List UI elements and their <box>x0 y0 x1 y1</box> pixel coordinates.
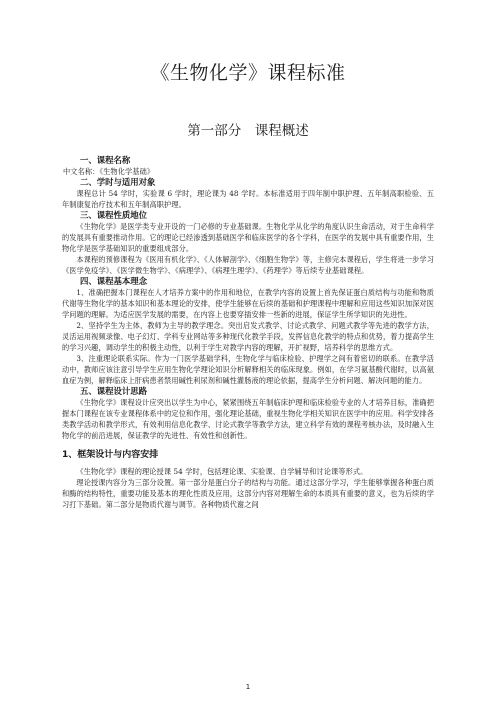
section-heading-design: 五、课程设计思路 <box>80 386 147 396</box>
paragraph: 本课程的预修课程为《医用有机化学》、《人体解剖学》、《细胞生物学》等，主修完本课程后，学生将进一步学习《医学免疫学》、《医学微生物学》、《病理学》、《病理生理学》、《药理学》等后续专业基础课程。 <box>62 255 434 275</box>
paragraph: 《生物化学》课程设计应突出以学生为中心，紧紧围绕五年制临床护理和临床检验专业的人才培养目标，准确把握本门课程在该专业课程体系中的定位和作用，强化理论基础，重视生物化学相关知识在医学中的应用。科学安排各类教学活动和教学形式，有效利用信息化教学、讨论式教学等教学方法，建立科学有效的课程考核办法，及时融入生物化学的前沿进展，保证教学的先进性、有效性和创新性。 <box>62 398 434 440</box>
paragraph: 3、注重理论联系实际。作为一门医学基础学科，生物化学与临床检验、护理学之间有着密切的联系。在教学活动中，教师应该注意引导学生应用生物化学理论知识分析解释相关的临床现象。例如，在学习氨基酸代谢时，以高氨血症为例，解释临床上肝病患者禁用碱性利尿剂和碱性灌肠液的理论依据，提高学生分析问题、解决问题的能力。 <box>62 354 434 385</box>
section-heading-hours: 二、学时与适用对象 <box>80 177 156 187</box>
paragraph: 2、坚持学生为主体，教师为主导的教学理念。突出启发式教学、讨论式教学、问题式教学等先进的教学方法，灵活运用视频录像、电子幻灯、学科专业网站等多种现代化教学手段，发挥信息化教学的特点和优势，着力提高学生的学习兴趣，调动学生的积极主动性，以利于学生对教学内容的理解，开扩视野，培养科学的思维方式。 <box>62 321 434 352</box>
paragraph: 1、准确把握本门课程在人才培养方案中的作用和地位，在教学内容的设置上首先保证蛋白质结构与功能和物质代谢等生物化学的基本知识和基本理论的安排，使学生能够在后续的基础和护理课程中理解和应用这些知识加深对医学问题的理解。为适应医学发展的需要，在内容上也要穿插安排一些新的进展，保证学生所学知识的先进性。 <box>62 288 434 319</box>
doc-body <box>62 155 434 510</box>
paragraph: 理论授课内容分为三部分设置。第一部分是蛋白分子的结构与功能。通过这部分学习，学生能够掌握各种蛋白质和酶的结构特性，重要功能及基本的理化性质及应用，这部分内容对理解生命的本质具有重要的意义，也为后续的学习打下基础。第二部分是物质代谢与调节。各种物质代谢之间 <box>62 478 434 509</box>
paragraph: 《生物化学》课程的理论授课 54 学时，包括理论课、实验课、自学辅导和讨论课等形式。 <box>76 467 368 476</box>
part-title: 第一部分 课程概述 <box>187 123 309 139</box>
paragraph: 《生物化学》是医学类专业开设的一门必修的专业基础课。生物化学从化学的角度认识生命活动，对于生命科学的发展具有重要推动作用。它的理论已经渗透到基础医学和临床医学的各个学科，在医学的发展中具有重要作用，生物化学是医学基础知识的重要组成部分。 <box>62 222 434 253</box>
section-heading-nature: 三、课程性质地位 <box>80 210 147 220</box>
paragraph: 课程总计 54 学时，实验课 6 学时，理论课为 48 学时。本标准适用于四年制中职护理、五年制高职检验、五年制康复治疗技术和五年制高职护理。 <box>62 189 434 209</box>
doc-title: 《生物化学》课程标准 <box>150 62 346 84</box>
page-number: 1 <box>245 683 251 691</box>
section-heading-philosophy: 四、课程基本理念 <box>80 276 147 286</box>
subsection-heading-framework: 1、框架设计与内容安排 <box>62 450 159 460</box>
section-heading-course-name: 一、课程名称 <box>80 155 131 165</box>
paragraph: 中文名称：《生物化学基础》 <box>63 167 155 176</box>
